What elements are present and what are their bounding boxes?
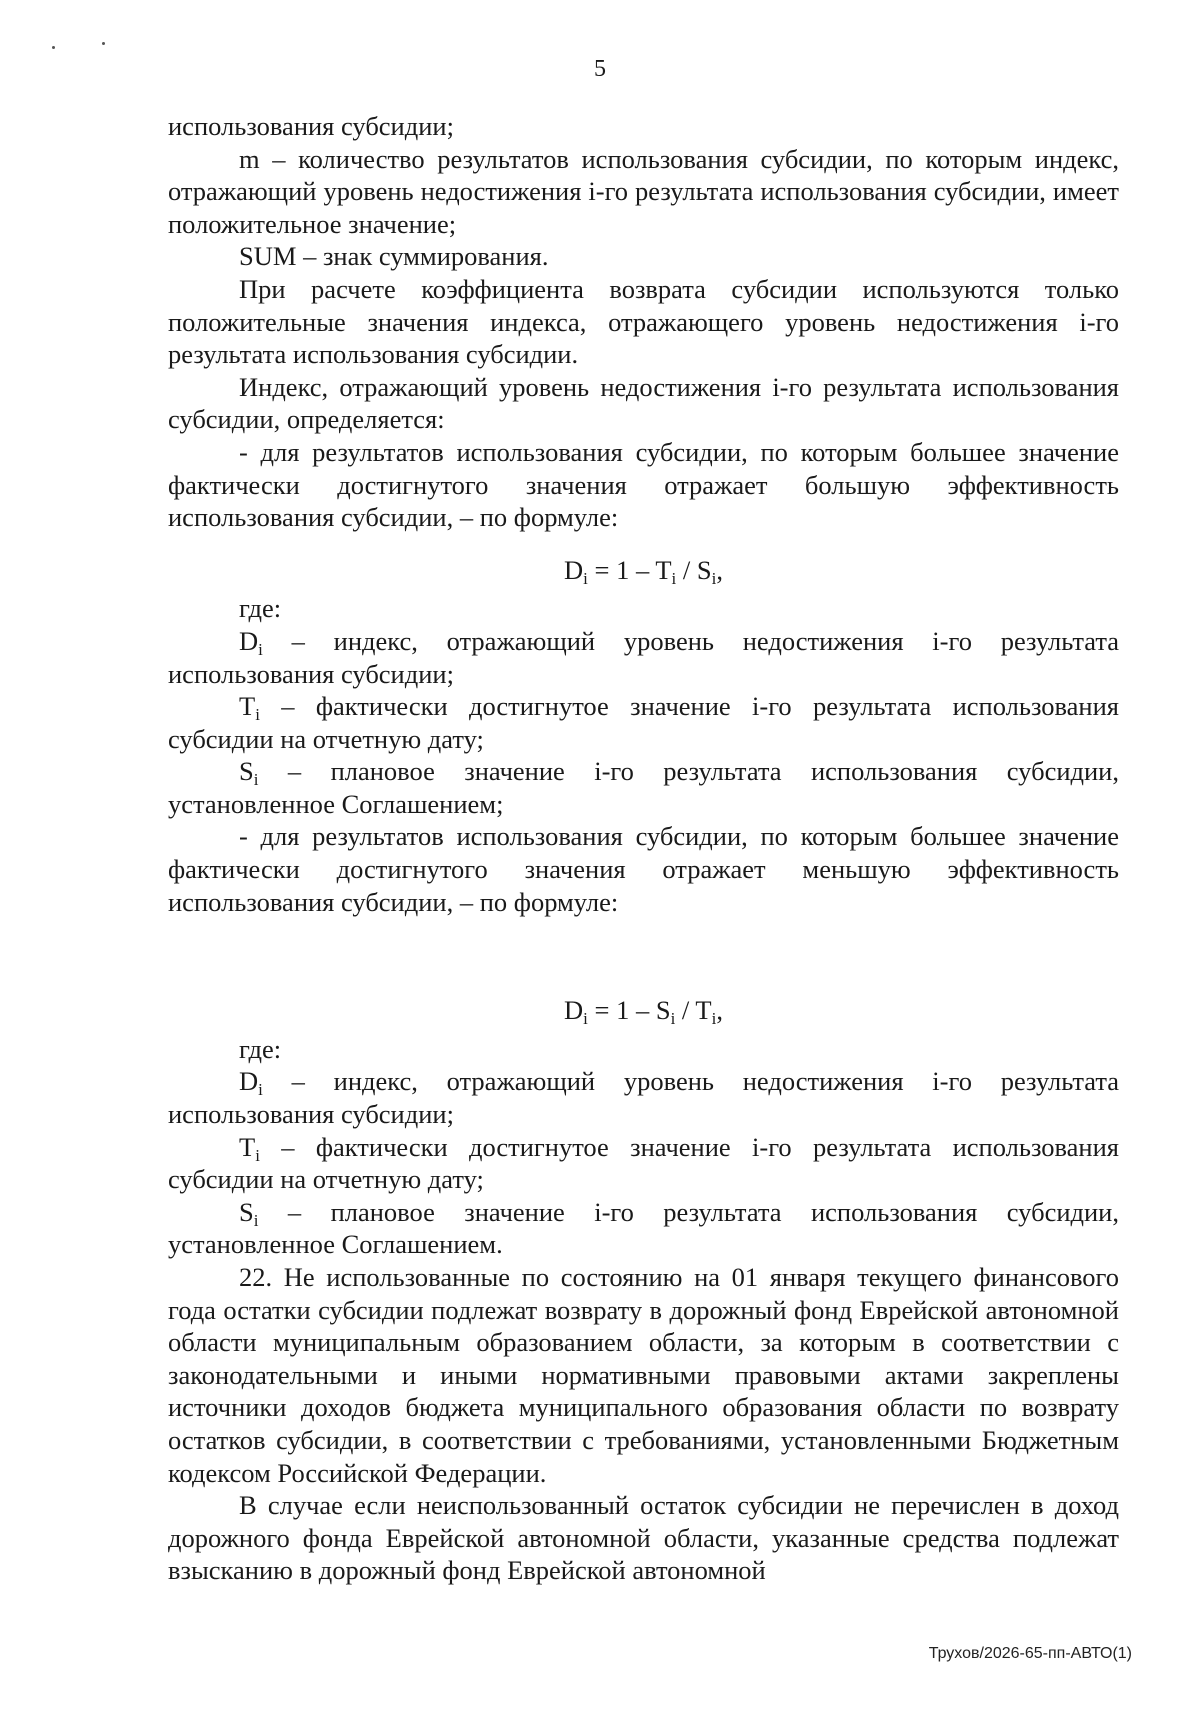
- paragraph-clause-22: 22. Не использованные по состоянию на 01 января текущего финансового года остатки субсидии подлежат возврату в дорожный фонд Еврейской автономной области муниципальным образованием области, за которым в соответствии с законодательными и иными нормативными правовыми актами закреплены источники доходов бюджета муниципального образования области по возврату остатков субсидии, в соответствии с требованиями, установленными Бюджетным кодексом Российской Федерации.: [168, 1262, 1119, 1488]
- formula-part: ,: [716, 995, 723, 1026]
- definition-t: [168, 1131, 1119, 1196]
- definition-text: – плановое значение i-го результата использования субсидии, установленное Соглашением;: [168, 756, 1119, 819]
- symbol: T: [239, 691, 256, 722]
- list-item: - для результатов использования субсидии, по которым большее значение фактически достигнутого значения отражает меньшую эффективность использования субсидии, – по формуле:: [168, 821, 1119, 917]
- paragraph: Индекс, отражающий уровень недостижения i-го результата использования субсидии, определяется:: [168, 371, 1119, 435]
- formula-symbol: D: [564, 995, 584, 1026]
- formula-part: = 1 – T: [587, 554, 672, 585]
- where-label: где:: [239, 593, 282, 624]
- definition-text: – индекс, отражающий уровень недостижения i-го результата использования субсидии;: [168, 625, 1119, 689]
- formula-subscript: i: [711, 568, 717, 588]
- definition-text: – фактически достигнутое значение i-го результата использования субсидии на отчетную дату;: [168, 691, 1119, 754]
- definition-t: [168, 690, 1119, 755]
- scan-speck: [102, 42, 105, 45]
- paragraph: использования субсидии;: [168, 111, 454, 141]
- definition-text: – индекс, отражающий уровень недостижения i-го результата использования субсидии;: [168, 1066, 1119, 1130]
- symbol: T: [239, 1131, 256, 1162]
- symbol: S: [239, 756, 254, 787]
- paragraph: При расчете коэффициента возврата субсидии используются только положительные значения индекса, отражающего уровень недостижения i-го результата использования субсидии.: [168, 273, 1119, 370]
- symbol: S: [239, 1196, 254, 1227]
- formula-part: ,: [716, 554, 723, 585]
- paragraph-m-definition: m – количество результатов использования субсидии, по которым индекс, отражающий уровень недостижения i-го результата использования субсидии, имеет положительное значение;: [168, 143, 1119, 239]
- definition-d: [168, 625, 1119, 690]
- symbol-subscript: i: [258, 1080, 263, 1100]
- definition-text: – фактически достигнутое значение i-го результата использования субсидии на отчетную дату;: [168, 1131, 1119, 1195]
- paragraph: В случае если неиспользованный остаток субсидии не перечислен в доход дорожного фонда Еврейской автономной области, указанные средства подлежат взысканию в дорожный фонд Еврейской автономной: [168, 1490, 1119, 1586]
- list-item: - для результатов использования субсидии, по которым большее значение фактически достигнутого значения отражает большую эффективность использования субсидии, – по формуле:: [168, 436, 1119, 533]
- symbol-subscript: i: [253, 1210, 259, 1230]
- where-label: где:: [239, 1033, 282, 1064]
- symbol-subscript: i: [253, 770, 259, 790]
- formula-subscript: i: [583, 568, 588, 588]
- paragraph-sum-definition: SUM – знак суммирования.: [239, 241, 549, 272]
- scan-speck: [52, 46, 55, 49]
- document-body: [168, 110, 1119, 1587]
- symbol: D: [239, 625, 259, 656]
- formula-symbol: D: [564, 554, 584, 585]
- definition-s: [168, 1196, 1119, 1261]
- formula-2: [168, 994, 1119, 1027]
- formula-part: / S: [676, 554, 712, 585]
- formula-part: / T: [675, 995, 712, 1026]
- formula-subscript: i: [671, 568, 677, 588]
- symbol: D: [239, 1066, 259, 1097]
- symbol-subscript: i: [255, 705, 260, 725]
- definition-text: – плановое значение i-го результата использования субсидии, установленное Соглашением.: [168, 1196, 1119, 1260]
- formula-part: = 1 – S: [587, 995, 671, 1026]
- formula-subscript: i: [670, 1009, 676, 1029]
- definition-d: [168, 1065, 1119, 1130]
- document-footer-id: Трухов/2026-65-пп-АВТО(1): [928, 1645, 1132, 1662]
- page-number: 5: [594, 56, 606, 82]
- symbol-subscript: i: [255, 1145, 260, 1165]
- definition-s: [168, 755, 1119, 820]
- formula-subscript: i: [583, 1009, 588, 1029]
- symbol-subscript: i: [258, 639, 263, 659]
- formula-subscript: i: [711, 1009, 717, 1029]
- formula-1: [168, 554, 1119, 587]
